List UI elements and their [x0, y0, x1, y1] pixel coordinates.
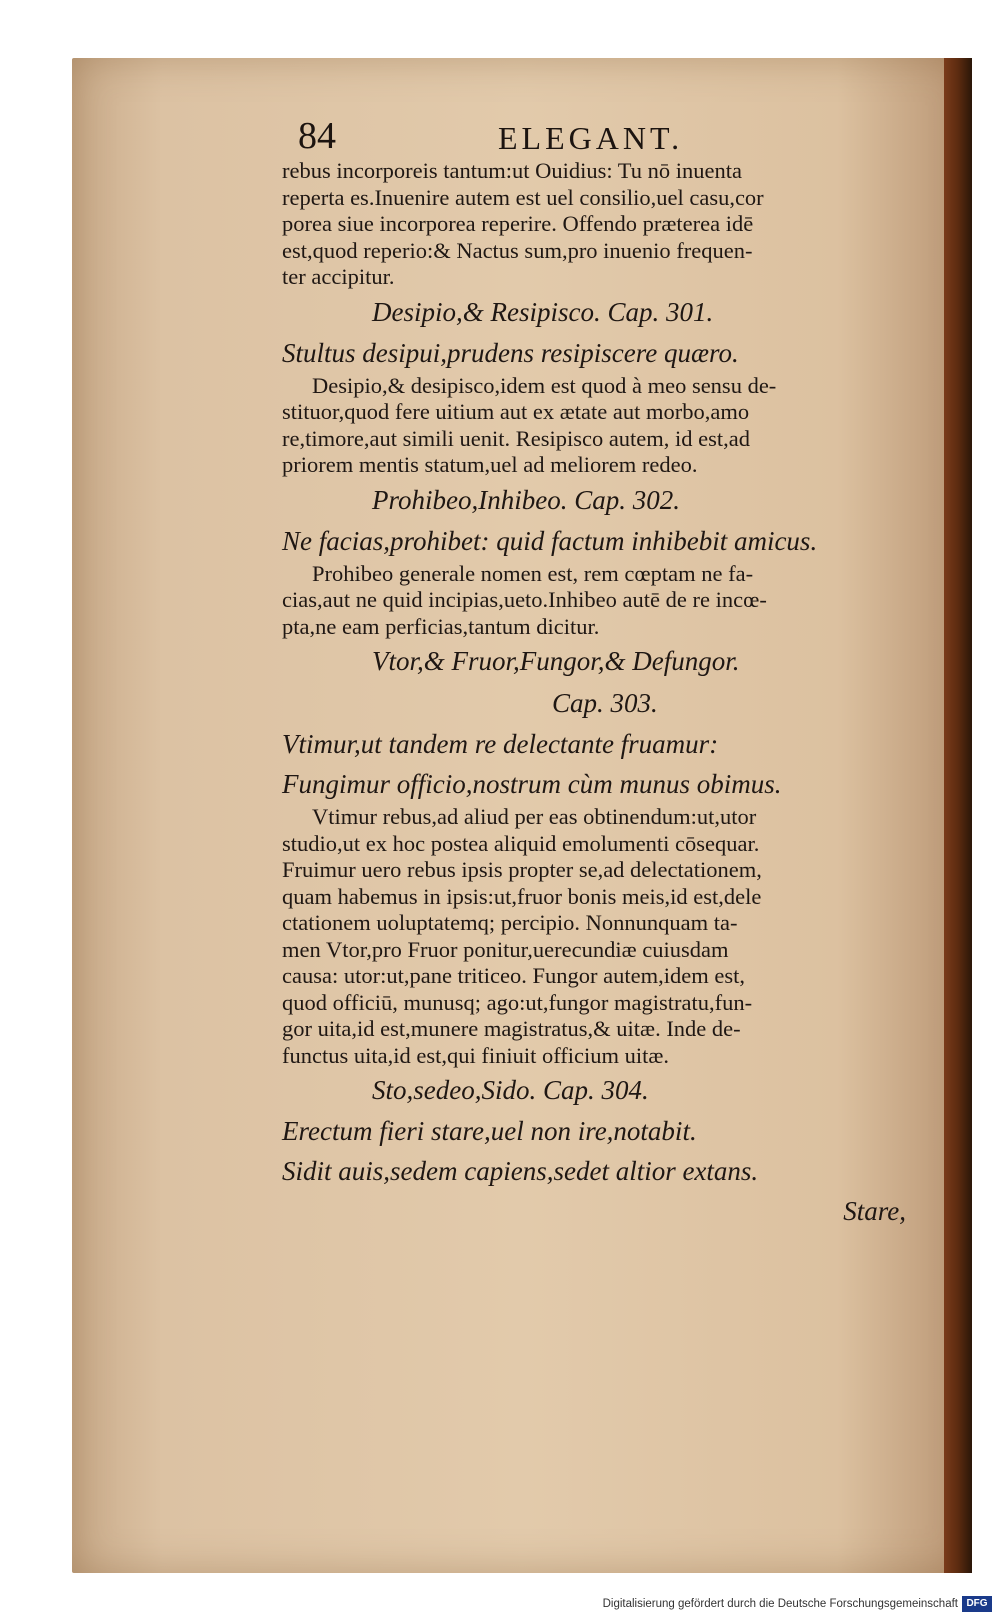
text-line: causa: utor:ut,pane triticeo. Fungor autem,idem est, — [282, 963, 745, 988]
text-line: ctationem uoluptatemq; percipio. Nonnunquam ta- — [282, 910, 738, 935]
chapter-heading: Vtor,& Fruor,Fungor,& Defungor. — [372, 646, 740, 676]
mnemonic-verse: Stultus desipui,prudens resipiscere quæro. — [282, 337, 739, 368]
text-line: quod officiū, munusq; ago:ut,fungor magistratu,fun- — [282, 989, 753, 1015]
page-number: 84 — [298, 115, 336, 157]
text-line: gor uita,id est,munere magistratus,& uitæ. Inde de- — [282, 1016, 741, 1041]
mnemonic-verse: Sidit auis,sedem capiens,sedet altior extans. — [282, 1156, 759, 1186]
mnemonic-verse: Vtimur,ut tandem re delectante fruamur: — [282, 729, 719, 759]
paragraph-first-line: Prohibeo generale nomen est, rem cœptam ne fa- — [312, 560, 754, 586]
text-line: functus uita,id est,qui finiuit officium uitæ. — [282, 1042, 670, 1068]
chapter-heading: Desipio,& Resipisco. Cap. 301. — [372, 296, 714, 327]
paragraph-first-line: Vtimur rebus,ad aliud per eas obtinendum:ut,utor — [312, 804, 757, 829]
text-line: Fruimur uero rebus ipsis propter se,ad delectationem, — [282, 857, 762, 882]
text-line: cias,aut ne quid incipias,ueto.Inhibeo autē de re incœ- — [282, 587, 767, 612]
text-line: stituor,quod fere uitium aut ex ætate aut morbo,amo — [282, 399, 750, 424]
running-title: ELEGANT. — [498, 120, 684, 156]
chapter-heading: Sto,sedeo,Sido. Cap. 304. — [372, 1075, 649, 1105]
paragraph-first-line: Desipio,& desipisco,idem est quod à meo sensu de- — [312, 372, 777, 398]
text-line: reperta es.Inuenire autem est uel consilio,uel casu,cor — [282, 184, 764, 210]
text-line: men Vtor,pro Fruor ponitur,uerecundiæ cuiusdam — [282, 936, 729, 962]
mnemonic-verse: Ne facias,prohibet: quid factum inhibebit amicus. — [282, 525, 818, 556]
text-line: re,timore,aut simili uenit. Resipisco autem, id est,ad — [282, 425, 751, 451]
text-line: quam habemus in ipsis:ut,fruor bonis meis,id est,dele — [282, 883, 762, 909]
chapter-heading: Prohibeo,Inhibeo. Cap. 302. — [372, 484, 680, 515]
text-line: ter accipitur. — [282, 264, 395, 289]
text-line: pta,ne eam perficias,tantum dicitur. — [282, 613, 600, 639]
text-line: priorem mentis statum,uel ad meliorem redeo. — [282, 452, 698, 477]
mnemonic-verse: Erectum fieri stare,uel non ire,notabit. — [282, 1116, 697, 1146]
book-binding-edge — [944, 58, 972, 1573]
page-text — [282, 158, 922, 1231]
funding-credit: Digitalisierung gefördert durch die Deutsche Forschungsgemeinschaft — [602, 1598, 958, 1610]
chapter-number: Cap. 303. — [552, 688, 658, 718]
catchword: Stare, — [843, 1196, 906, 1226]
text-line: porea siue incorporea reperire. Offendo præterea idē — [282, 211, 754, 236]
mnemonic-verse: Fungimur officio,nostrum cùm munus obimus. — [282, 769, 782, 799]
running-head — [298, 114, 898, 158]
text-line: est,quod reperio:& Nactus sum,pro inuenio frequen- — [282, 237, 753, 263]
text-line: studio,ut ex hoc postea aliquid emolumenti cōsequar. — [282, 830, 760, 856]
dfg-logo: DFG — [962, 1596, 992, 1612]
text-line: rebus incorporeis tantum:ut Ouidius: Tu nō inuenta — [282, 158, 742, 183]
footer-bar — [0, 1592, 1000, 1618]
